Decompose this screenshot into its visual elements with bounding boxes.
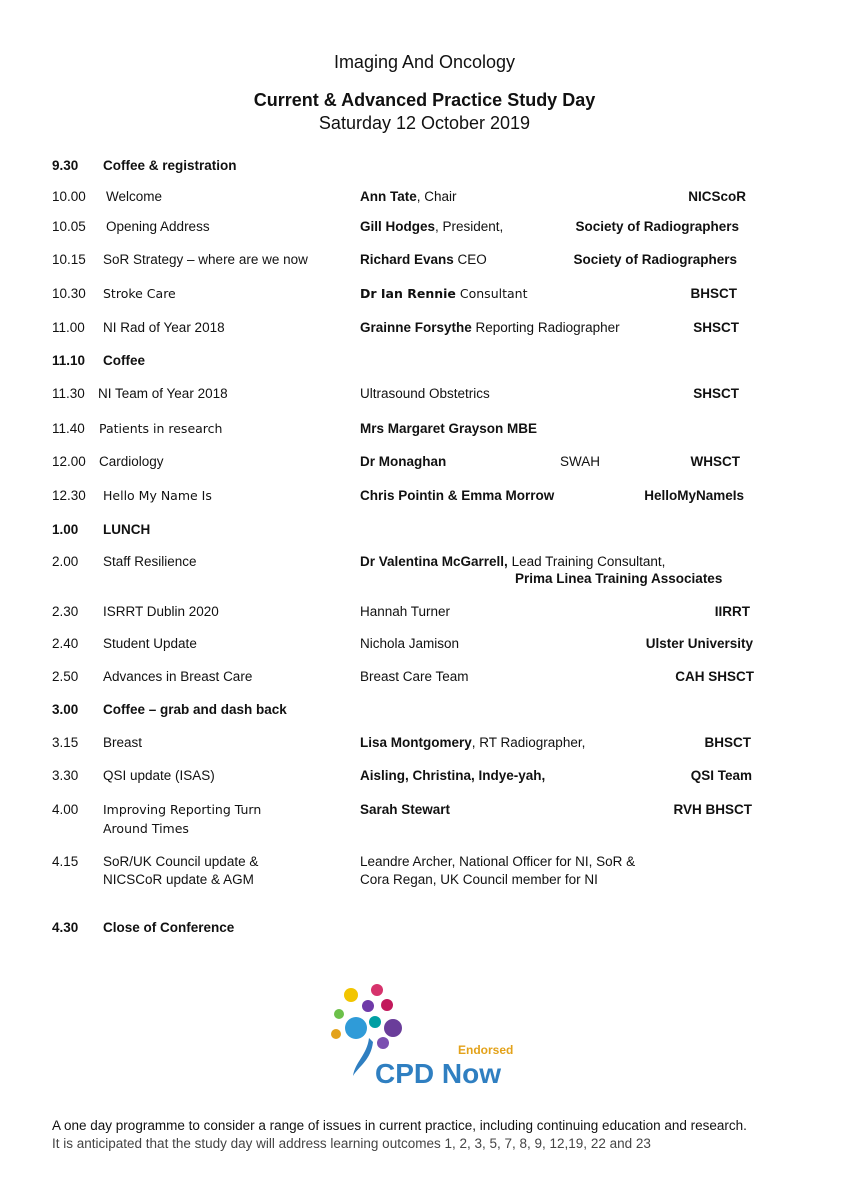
speaker: Nichola Jamison [360,636,460,651]
session-title: Close of Conference [103,920,235,935]
organisation: CAH SHSCT [675,669,754,684]
session-title: Student Update [103,636,197,651]
session-title: NICSCoR update & AGM [103,872,254,887]
session-title: Improving Reporting Turn [103,802,262,817]
session-time: 4.15 [52,854,79,869]
session-time: 12.00 [52,454,86,469]
session-time: 2.50 [52,669,79,684]
speaker: Dr Ian Rennie Consultant [360,286,528,301]
speaker: Ann Tate, Chair [360,189,457,204]
session-time: 2.00 [52,554,79,569]
session-title: Staff Resilience [103,554,197,569]
speaker: Ultrasound Obstetrics [360,386,490,401]
session-title: QSI update (ISAS) [103,768,215,783]
session-title: Coffee – grab and dash back [103,702,287,717]
session-title: Around Times [103,821,189,836]
organisation: WHSCT [690,454,740,469]
session-time: 11.30 [52,386,85,401]
organisation: BHSCT [690,286,737,301]
session-time: 10.30 [52,286,86,301]
session-time: 10.15 [52,252,86,267]
organisation: Ulster University [645,636,753,651]
cpd-now-logo [325,980,525,1090]
organisation: SHSCT [693,386,739,401]
session-title: Advances in Breast Care [103,669,253,684]
organisation: IIRRT [714,604,750,619]
session-time: 2.40 [52,636,79,651]
organisation: Society of Radiographers [573,252,737,267]
speaker: Gill Hodges, President, [360,219,504,234]
footer-description: A one day programme to consider a range of issues in current practice, including continuing education and research. [52,1118,747,1133]
department-heading: Imaging And Oncology [333,52,516,72]
session-time: 1.00 [52,522,79,537]
session-time: 3.00 [52,702,79,717]
endorsed-label: Endorsed [458,1043,514,1057]
session-time: 10.05 [52,219,86,234]
session-title: NI Team of Year 2018 [98,386,228,401]
speaker: Leandre Archer, National Officer for NI, SoR & [360,854,636,869]
organisation: QSI Team [690,768,752,783]
organisation: NICScoR [688,189,746,204]
session-time: 11.10 [52,353,86,368]
session-title: Opening Address [106,219,210,234]
session-time: 11.00 [52,320,85,335]
organisation: RVH BHSCT [673,802,752,817]
speaker: Lisa Montgomery, RT Radiographer, [360,735,586,750]
session-title: Stroke Care [103,286,176,301]
site: SWAH [560,454,600,469]
session-time: 12.30 [52,488,86,503]
organisation: BHSCT [704,735,751,750]
session-time: 11.40 [52,421,85,436]
session-title: Hello My Name Is [103,488,212,503]
session-title: ISRRT Dublin 2020 [103,604,219,619]
organisation: Prima Linea Training Associates [515,571,723,586]
session-title: LUNCH [103,522,151,537]
speaker: Cora Regan, UK Council member for NI [360,872,598,887]
session-time: 3.30 [52,768,79,783]
organisation: HelloMyNameIs [644,488,744,503]
speaker: Richard Evans CEO [360,252,487,267]
session-title: Welcome [106,189,163,204]
session-time: 9.30 [52,158,79,173]
session-time: 3.15 [52,735,79,750]
speaker: Aisling, Christina, Indye-yah, [360,768,546,783]
speaker: Sarah Stewart [360,802,451,817]
session-title: Coffee [103,353,146,368]
session-time: 4.30 [52,920,79,935]
speaker: Dr Monaghan [360,454,447,469]
footer-learning-outcomes: It is anticipated that the study day will address learning outcomes 1, 2, 3, 5, 7, 8, 9, 12,19, 22 and 23 [52,1136,651,1151]
session-title: Coffee & registration [103,158,237,173]
session-title: Patients in research [99,421,223,436]
event-date: Saturday 12 October 2019 [318,113,531,133]
speaker: Grainne Forsythe Reporting Radiographer [360,320,620,335]
speaker: Mrs Margaret Grayson MBE [360,421,538,436]
speaker: Hannah Turner [360,604,451,619]
speaker: Breast Care Team [360,669,469,684]
session-time: 4.00 [52,802,79,817]
session-title: Breast [103,735,143,750]
organisation: SHSCT [693,320,739,335]
session-title: SoR Strategy – where are we now [103,252,308,267]
organisation: Society of Radiographers [575,219,739,234]
session-time: 10.00 [52,189,86,204]
session-title: NI Rad of Year 2018 [103,320,225,335]
event-title: Current & Advanced Practice Study Day [253,90,596,110]
session-title: Cardiology [99,454,164,469]
cpd-now-brand: CPD Now [375,1058,501,1089]
session-time: 2.30 [52,604,79,619]
speaker: Dr Valentina McGarrell, Lead Training Consultant, [360,554,666,569]
session-title: SoR/UK Council update & [103,854,259,869]
speaker: Chris Pointin & Emma Morrow [360,488,555,503]
